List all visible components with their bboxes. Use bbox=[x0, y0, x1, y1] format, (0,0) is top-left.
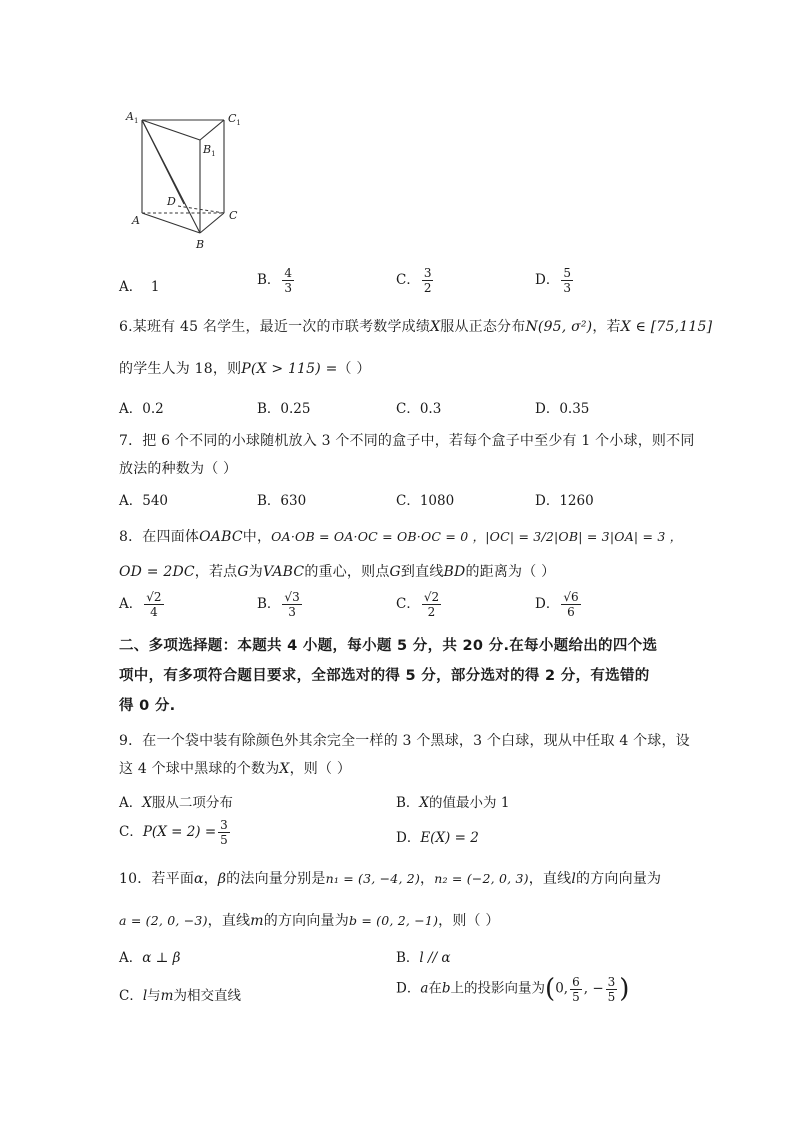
label-d: D bbox=[167, 195, 176, 208]
q5-option-c: C． $\frac{3}{2}$ bbox=[396, 266, 432, 295]
q9-option-b: B．X的值最小为 1 bbox=[396, 795, 510, 811]
q8-line-1: 8．在四面体OABC中，OA·OB = OA·OC = OB·OC = 0 ，|OC| = 3/2|OB| = 3|OA| = 3 ， bbox=[119, 529, 683, 545]
q7-line-1: 7．把 6 个不同的小球随机放入 3 个不同的盒子中，若每个盒子中至少有 1 个小球，则不同 bbox=[119, 433, 695, 449]
q5-c-fraction: $\frac{3}{2}$ bbox=[423, 266, 432, 295]
q5-d-fraction: $\frac{5}{3}$ bbox=[563, 266, 571, 295]
label-c1: $C_1$ bbox=[228, 112, 241, 127]
q8-option-c: C． $\frac{√2}{2}$ bbox=[396, 590, 440, 619]
q6-option-b: B．0.25 bbox=[257, 401, 311, 417]
edge-b1-c1 bbox=[200, 120, 224, 140]
q7-option-b: B．630 bbox=[257, 493, 307, 509]
q6-option-c: C．0.3 bbox=[396, 401, 442, 417]
q6-option-a: A．0.2 bbox=[119, 401, 164, 417]
q9-option-d: D．E(X) = 2 bbox=[396, 830, 479, 846]
section-2-heading-line-3: 得 0 分. bbox=[119, 698, 176, 714]
section-2-heading-line-2: 项中，有多项符合题目要求，全部选对的得 5 分，部分选对的得 2 分，有选错的 bbox=[119, 668, 650, 684]
q5-option-a: A． 1 bbox=[119, 279, 160, 295]
label-b1: $B_1$ bbox=[203, 143, 216, 158]
q6-option-d: D．0.35 bbox=[535, 401, 590, 417]
label-b: B bbox=[196, 238, 205, 251]
section-2-heading-line-1: 二、多项选择题：本题共 4 小题，每小题 5 分，共 20 分.在每小题给出的四个选 bbox=[119, 638, 658, 654]
q10-line-1: 10．若平面α，β的法向量分别是n₁ = (3, −4, 2)，n₂ = (−2, 0, 3)，直线l的方向向量为 bbox=[119, 871, 662, 887]
q5-option-d: D． $\frac{5}{3}$ bbox=[535, 266, 571, 295]
q9-line-1: 9．在一个袋中装有除颜色外其余完全一样的 3 个黑球，3 个白球，现从中任取 4 个球，设 bbox=[119, 733, 690, 749]
q7-option-d: D．1260 bbox=[535, 493, 594, 509]
q10-option-c: C．l与m为相交直线 bbox=[119, 988, 241, 1004]
q10-option-d: D．a在b上的投影向量为(0, $\frac{6}{5}$ , − $\frac{3}{5}$ ) bbox=[396, 974, 630, 1004]
q8-option-a: A． $\frac{√2}{4}$ bbox=[119, 590, 162, 619]
q7-option-a: A．540 bbox=[119, 493, 169, 509]
q10-line-2: a = (2, 0, −3)，直线m的方向向量为b = (0, 2, −1)，则（ ） bbox=[119, 913, 500, 929]
q9-line-2: 这 4 个球中黑球的个数为X，则（ ） bbox=[119, 761, 352, 777]
q5-b-fraction: $\frac{4}{3}$ bbox=[284, 266, 293, 295]
q6-line-1: 6.某班有 45 名学生，最近一次的市联考数学成绩X服从正态分布N(95, σ²)，若X ∈ [75,115] bbox=[119, 319, 713, 335]
label-a1: $A_1$ bbox=[126, 110, 139, 125]
edge-d-c-hidden bbox=[178, 206, 224, 213]
prism-figure bbox=[118, 100, 258, 260]
q10-option-a: A．α ⊥ β bbox=[119, 950, 181, 966]
q5-option-b: B． $\frac{4}{3}$ bbox=[257, 266, 293, 295]
q8-option-b: B． $\frac{√3}{3}$ bbox=[257, 590, 300, 619]
q8-line-2: OD = 2DC，若点G为VABC的重心，则点G到直线BD的距离为（ ） bbox=[119, 564, 556, 580]
label-c: C bbox=[229, 209, 238, 222]
q7-line-2: 放法的种数为（ ） bbox=[119, 461, 238, 477]
q7-option-c: C．1080 bbox=[396, 493, 455, 509]
q6-line-2: 的学生人为 18，则P(X > 115) =（ ） bbox=[119, 361, 371, 377]
q9-option-c: C．P(X = 2) = $\frac{3}{5}$ bbox=[119, 818, 228, 847]
edge-b-c bbox=[200, 213, 224, 233]
q9-option-a: A．X服从二项分布 bbox=[119, 795, 233, 811]
q10-option-b: B．l // α bbox=[396, 950, 451, 966]
label-a: A bbox=[132, 214, 140, 227]
q8-option-d: D． $\frac{√6}{6}$ bbox=[535, 590, 579, 619]
